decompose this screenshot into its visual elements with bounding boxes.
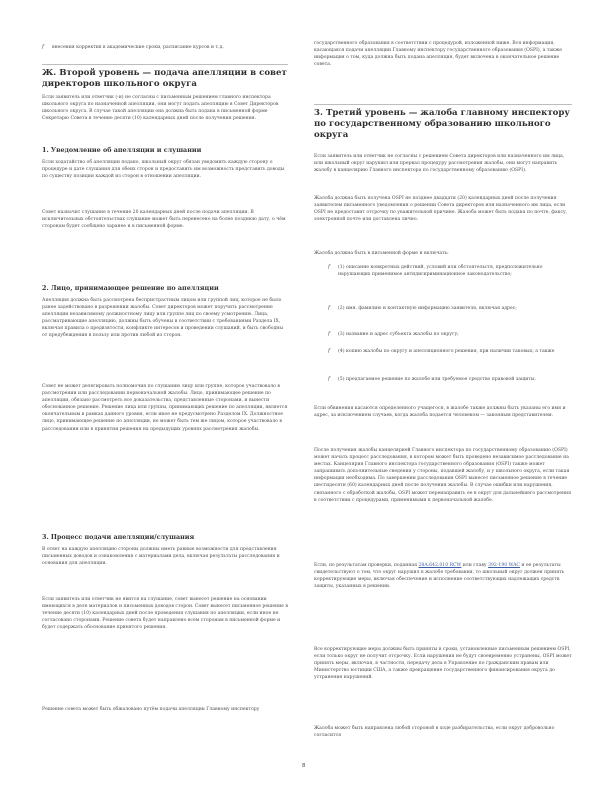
paragraph: Жалоба должна быть получена OSPI не позднее двадцати (20) календарных дней после получения заявителем письменного уведомления о решении Совета директоров или назначенного им лица, если OSPI не предоставит отсрочку по уважительной причине. Жалоба может быть подана по почте, факсу, электронной почте или доставлена лично. (314, 196, 568, 223)
section-divider (314, 104, 572, 105)
paragraph: Совет назначит слушание в течение 20 календарных дней после подачи апелляции. В исключительных обстоятельствах слушание может быть перенесено на более позднюю дату, о чём сторонам будет сообщено заранее и в письменной форме. (42, 210, 286, 230)
list-item-text: внесения корректив в академические сроки, расписание курсов и т.д. (52, 45, 224, 50)
list-item-text: (3) название и адрес субъекта жалобы по округу; (338, 332, 459, 337)
paragraph: Апелляция должна быть рассмотрена беспристрастным лицом или группой лиц, которое не было ранее задействовано в разрешении жалобы. Совет директоров может поручить рассмотрение апелляции независимому должностному лицу или группе лиц по своему усмотрению. Лица, рассматривающие апелляцию, должны быть обучены в соответствии с требованиями Раздела IX, включая правила о предвзятости, конфликте интересов и проведении слушаний, и быть свободны от предубеждения в пользу или против любой из сторон. (42, 298, 284, 339)
paragraph: Решение совета может быть обжаловано путём подачи апелляции Главному инспектору (42, 707, 260, 712)
section-heading: 3. Третий уровень — жалоба главному инспектору по государственному образованию школьного округа (314, 108, 570, 140)
list-item (42, 44, 288, 51)
paragraph: Если заявитель или ответчик не согласны с решением Совета директоров или назначенного им лица, или школьный округ нарушил или прервал процедуру рассмотрения жалобы, они могут направить жалобу в канцелярию Главного инспектора по государственному образованию (OSPI). (314, 154, 565, 174)
list-item-text: (2) имя, фамилию и контактную информацию заявителя, включая адрес; (338, 306, 517, 311)
bullet-marker: f (328, 264, 330, 270)
list-item (328, 305, 558, 312)
bullet-marker: f (328, 331, 330, 337)
paragraph: Если ходатайство об апелляции подано, школьный округ обязан уведомить каждую сторону о процедуре и дате слушания для обеих сторон и предоставить им возможность представить доводы по существу позиции каждой из сторон в отношении апелляции. (42, 160, 285, 180)
paragraph-text: Если, по результатам проверки, поданная (314, 563, 418, 568)
page-number: 8 (302, 763, 306, 769)
list-item (328, 376, 558, 383)
paragraph: Если заявитель или ответчик не явится на слушание, совет вынесет решение на основании имеющихся в деле материалов и письменных доводов сторон. Совет вынесет письменное решение в течение десяти (10) календарных дней после проведения слушания по апелляции, если иное не согласовано сторонами. Решение совета будет направлено всем сторонам в письменной форме и будет содержать обоснование принятого решения. (42, 597, 288, 631)
paragraph: государственного образования в соответствии с процедурой, изложенной ниже. Вся информация, касающаяся подачи апелляции Главному инспектору государственного образования (OSPI), а также информация о том, куда должна быть подана апелляция, будет включена в окончательное решение совета. (314, 41, 562, 68)
paragraph-text: и ее результаты свидетельствуют о том, что округ нарушил в жалобе требования, то школьный округ должен принять корректирующие меры, включая обеспечение и исполнение соответствующих надлежащих средств защиты, указанных в решении. (314, 563, 565, 590)
rcw-link[interactable]: 28A.642.010 RCW (418, 563, 462, 568)
paragraph: В ответ на каждую апелляцию стороны должны иметь равные возможности для представления письменных доводов и ознакомления с материалами дела, включая результаты расследования и основания для апелляции. (42, 547, 280, 567)
paragraph: Если заявитель или ответчик (-и) не согласны с письменным решением главного инспектора школьного округа по назначенной апелляции, они могут подать апелляцию в Совет Директоров школьного округа. В случае такой апелляции она должна быть подана в письменной форме Секретарю Совета в течение десяти (10) календарных дней после получения решения. (42, 95, 279, 122)
list-intro: Жалоба должна быть в письменной форме и включать: (314, 251, 449, 256)
bullet-marker: f (328, 348, 330, 354)
subsection-heading: 2. Лицо, принимающее решение по апелляции (42, 284, 219, 292)
bullet-marker: f (328, 376, 330, 382)
bullet-marker: f (328, 305, 330, 311)
wac-link[interactable]: 392-190 WAC (488, 563, 520, 568)
list-item-text: (5) предлагаемое решение по жалобе или требуемое средство правовой защиты. (338, 377, 536, 382)
list-item-text: (1) описание конкретных действий, условий или обстоятельств, предположительно нарушающих применимое антидискриминационное законодательство; (338, 265, 543, 278)
paragraph: Жалоба может быть направлена любой стороной в ходе разбирательства, если округ добровольно согласится (314, 726, 555, 739)
bullet-marker: f (42, 44, 44, 50)
section-heading: Ж. Второй уровень — подача апелляции в совет директоров школьного округа (42, 68, 287, 89)
subsection-heading: 1. Уведомление об апелляции и слушании (42, 146, 202, 154)
list-item (328, 264, 558, 278)
paragraph: После получения жалобы канцелярией Главного инспектора по государственному образованию (OSPI) может начать процесс расследования, в котором может быть проведено независимое расследование на местах. Канцелярия Главного инспектора государственного образования (OSPI) также может запрашивать дополнительные сведения у стороны, подавшей жалобу, и у школьного округа, если такая информация необходима. По завершении расследования OSPI вынесет письменное решение в течение шестидесяти (60) календарных дней после получения жалобы. В случае ошибки или нарушения, связанного с обработкой жалобы, OSPI может перенаправить ее в округ для дальнейшего рассмотрения в соответствии с процедурами, применимыми к первоначальной жалобе. (314, 448, 572, 503)
section-divider (42, 64, 288, 65)
list-item (328, 348, 558, 355)
paragraph: Если обвинения касаются определенного учащегося, в жалобе также должны быть указаны его имя и адрес, за исключением случаев, когда жалоба подается человеком — законным представителем. (314, 406, 566, 419)
paragraph: Совет не может делегировать полномочия по слушанию лицу или группе, которое участвовало в рассмотрении или расследовании первоначальной жалобы. Лицо, принимающее решение по апелляции, обязано рассмотреть все доказательства, представленные сторонами, и вынести обоснованное решение. Решение лица или группы, принимающих решение по апелляции, является окончательным в рамках данного уровня, если иное не предусмотрено Разделом IX. Должностное лицо, принимающее решение по апелляции, не может быть тем же лицом, которое участвовало в расследовании или в принятии решения на предыдущих уровнях рассмотрения жалобы. (42, 384, 288, 432)
paragraph-text: или главу (462, 563, 487, 568)
paragraph: Все корректирующие меры должны быть приняты в сроки, установленные письменным решением OSPI, если только округ не получит отсрочку. Если нарушения не будут своевременно устранены, OSPI может принять меры, включая, в частности, передачу дела в Управление по гражданским правам или Министерство юстиции США, а также прекращение государственного финансирования округа до устранения нарушений. (314, 647, 572, 681)
paragraph (314, 562, 572, 590)
subsection-heading: 3. Процесс подачи апелляции/слушания (42, 533, 195, 541)
list-item (328, 331, 558, 338)
list-item-text: (4) копию жалобы по округу и апелляционного решения, при наличии таковых; а также (338, 349, 555, 354)
